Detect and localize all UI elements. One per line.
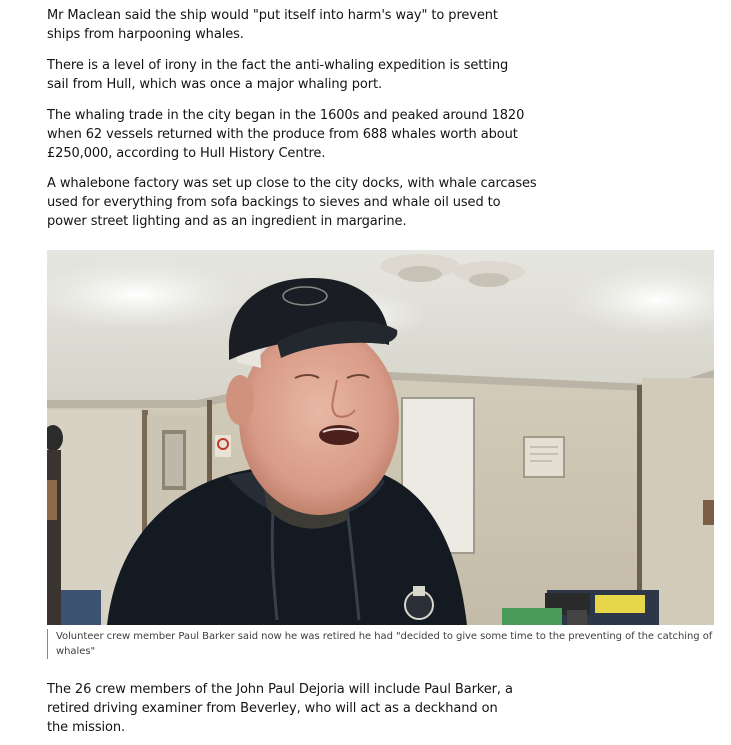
paragraph-maclean-quote: Mr Maclean said the ship would "put itself into harm's way" to prevent ships from harpooning whales. xyxy=(47,8,498,42)
paragraph-whalebone-factory: A whalebone factory was set up close to the city docks, with whale carcases used for everything from sofa backings to sieves and whale oil used to power street lighting and as an ingredient in margarine. xyxy=(47,176,537,229)
paragraph-irony: There is a level of irony in the fact the anti-whaling expedition is setting sail from Hull, which was once a major whaling port. xyxy=(47,58,509,92)
photo-caption: Volunteer crew member Paul Barker said now he was retired he had "decided to give some time to the preventing of the catching of whales" xyxy=(47,629,716,659)
article-photo xyxy=(47,250,714,625)
paragraph-whaling-trade: The whaling trade in the city began in the 1600s and peaked around 1820 when 62 vessels returned with the produce from 688 whales worth about £250,000, according to Hull History Centre. xyxy=(47,108,525,161)
photo-illustration xyxy=(47,250,714,625)
paragraph-crew-members: The 26 crew members of the John Paul Dejoria will include Paul Barker, a retired driving examiner from Beverley, who will act as a deckhand on the mission. xyxy=(47,682,513,735)
